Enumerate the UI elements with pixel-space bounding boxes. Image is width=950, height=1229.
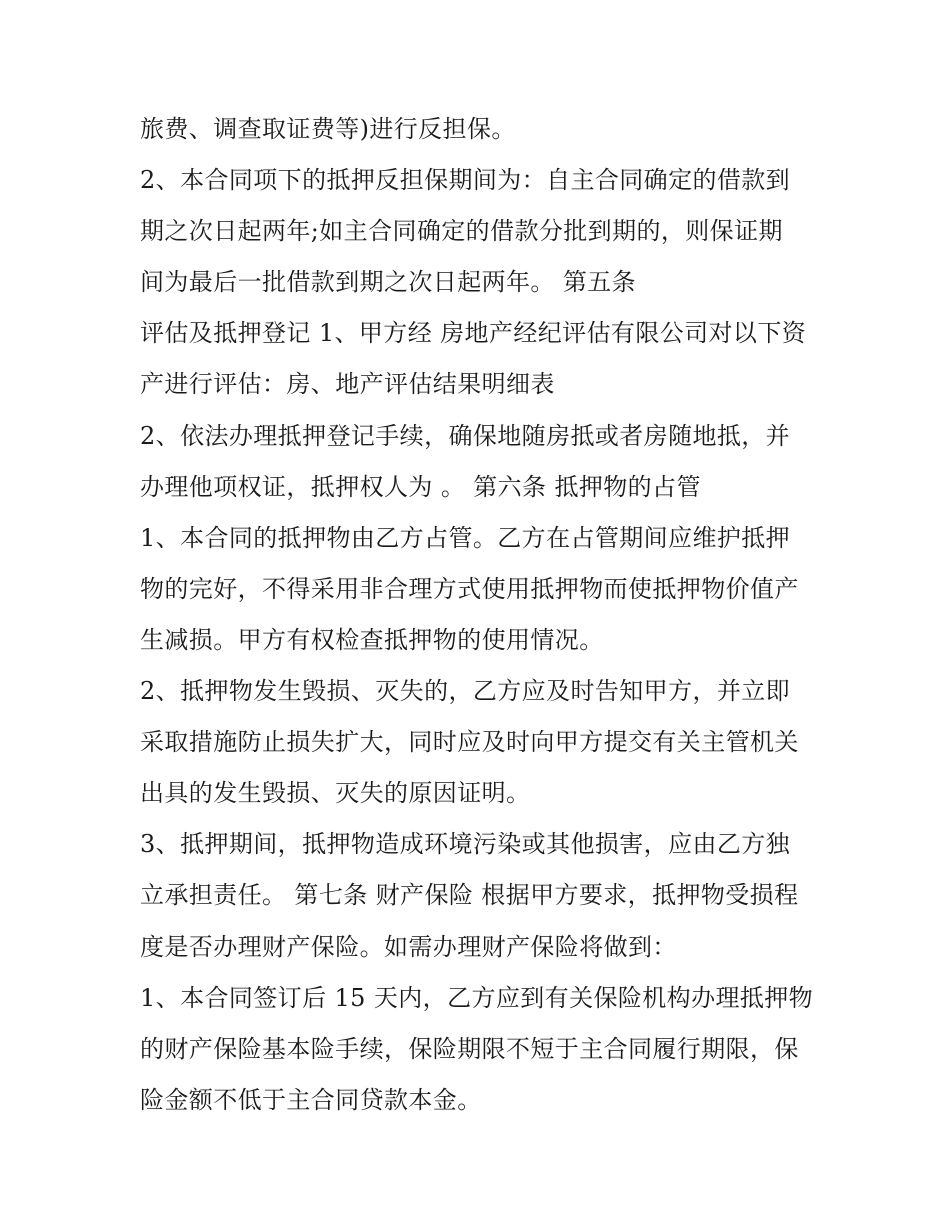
text-line: 度是否办理财产保险。如需办理财产保险将做到： bbox=[140, 932, 677, 961]
text-line: 1、本合同签订后 15 天内，乙方应到有关保险机构办理抵押物 bbox=[140, 983, 814, 1012]
text-line: 险金额不低于主合同贷款本金。 bbox=[140, 1085, 482, 1114]
text-line: 评估及抵押登记 1、甲方经 房地产经纪评估有限公司对以下资 bbox=[140, 319, 807, 348]
text-line: 1、本合同的抵押物由乙方占管。乙方在占管期间应维护抵押 bbox=[140, 523, 791, 552]
text-line: 生减损。甲方有权检查抵押物的使用情况。 bbox=[140, 625, 604, 654]
text-line: 物的完好，不得采用非合理方式使用抵押物而使抵押物价值产 bbox=[140, 574, 799, 603]
text-line: 3、抵押期间，抵押物造成环境污染或其他损害，应由乙方独 bbox=[140, 830, 791, 859]
text-line: 2、依法办理抵押登记手续，确保地随房抵或者房随地抵，并 bbox=[140, 421, 791, 450]
text-line: 间为最后一批借款到期之次日起两年。 第五条 bbox=[140, 268, 637, 297]
text-line: 旅费、调查取证费等)进行反担保。 bbox=[140, 115, 516, 143]
text-line: 2、抵押物发生毁损、灭失的，乙方应及时告知甲方，并立即 bbox=[140, 677, 791, 706]
text-line: 采取措施防止损失扩大，同时应及时向甲方提交有关主管机关 bbox=[140, 728, 799, 757]
text-line: 出具的发生毁损、灭失的原因证明。 bbox=[140, 779, 531, 808]
text-line: 办理他项权证，抵押权人为 。 第六条 抵押物的占管 bbox=[140, 472, 701, 501]
text-line: 2、本合同项下的抵押反担保期间为：自主合同确定的借款到 bbox=[140, 166, 791, 195]
text-line: 期之次日起两年;如主合同确定的借款分批到期的，则保证期 bbox=[140, 217, 783, 246]
text-line: 产进行评估：房、地产评估结果明细表 bbox=[140, 370, 555, 399]
text-line: 的财产保险基本险手续，保险期限不短于主合同履行期限，保 bbox=[140, 1034, 799, 1063]
document-text-body bbox=[140, 106, 820, 1128]
text-line: 立承担责任。 第七条 财产保险 根据甲方要求，抵押物受损程 bbox=[140, 881, 799, 910]
